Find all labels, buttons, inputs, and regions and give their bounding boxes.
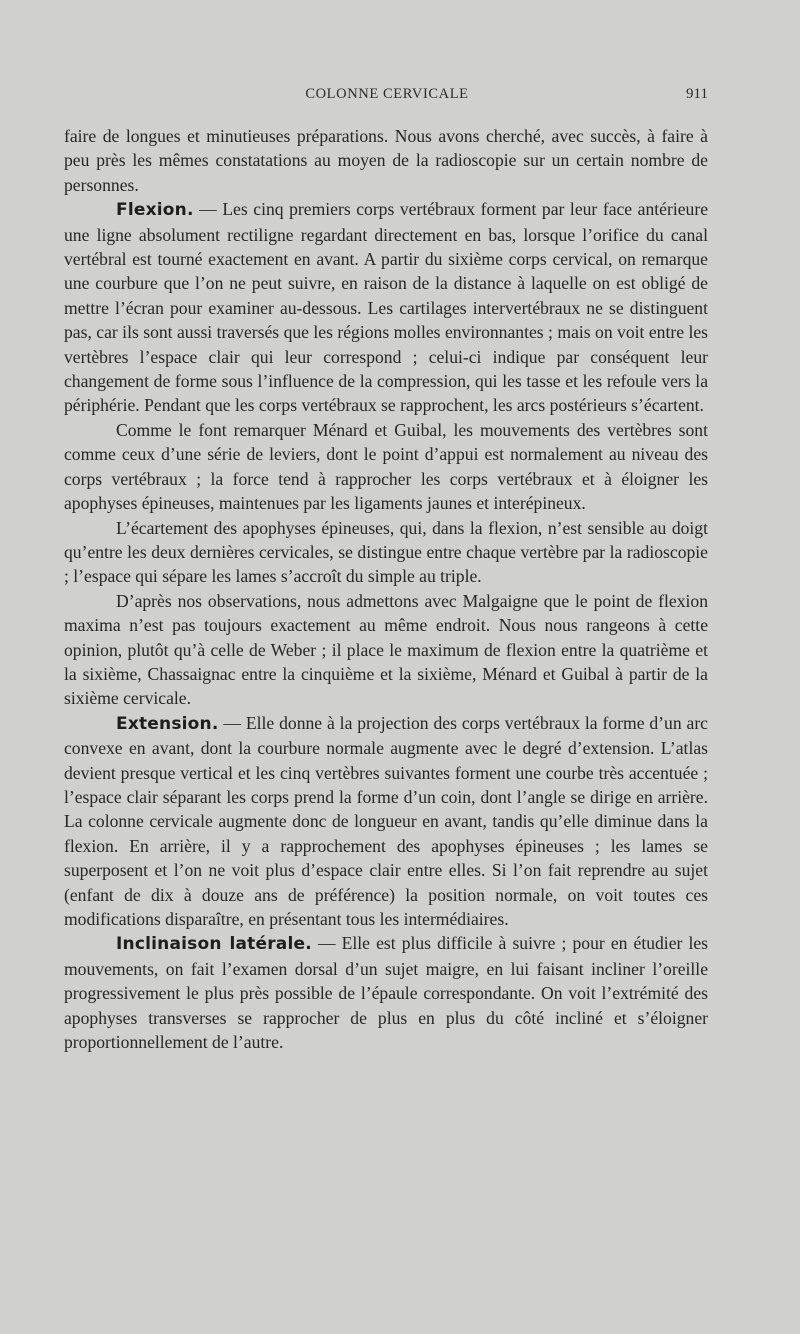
paragraph-text: Comme le font remarquer Ménard et Guibal, les mouvements des vertèbres sont comme ceux d’une série de leviers, dont le point d’appui est normalement au niveau des corps vertébraux ; la force tend à rapprocher les corps vertébraux et à éloigner les apophyses épineuses, maintenues par les ligaments jaunes et interépineux. [64,419,708,514]
paragraph-ecartement [64,516,708,589]
paragraph-observations [64,589,708,711]
section-heading-flexion: Flexion. [116,200,194,221]
paragraph-continuation [64,124,708,197]
paragraph-text: — Elle est plus difficile à suivre ; pour en étudier les mouvements, on fait l’examen dorsal d’un sujet maigre, en lui faisant incliner l’oreille progressivement le plus près possible de l’épaule correspondante. On voit l’extrémité des apophyses transverses se rapprocher de plus en plus du côté incliné et s’éloigner proportionnellement de l’autre. [64,933,708,1053]
page-number: 911 [686,86,708,102]
paragraph-text: D’après nos observations, nous admettons avec Malgaigne que le point de flexion maxima n’est pas toujours exactement au même endroit. Nous nous rangeons à cette opinion, plutôt qu’à celle de Weber ; il place le maximum de flexion entre la quatrième et la sixième, Chassaignac entre la cinquième et la sixième, Ménard et Guibal à partir de la sixième cervicale. [64,590,708,709]
paragraph-text: — Les cinq premiers corps vertébraux forment par leur face antérieure une ligne absolument rectiligne regardant directement en bas, lorsque l’orifice du canal vertébral est tourné exactement en avant. A partir du sixième corps cervical, on remarque une courbure que l’on ne peut suivre, en raison de la distance à laquelle on est obligé de mettre l’écran pour examiner au-dessous. Les cartilages intervertébraux ne se distinguent pas, car ils sont aussi traversés que les régions molles environnantes ; mais on voit entre les vertèbres l’espace clair qui leur correspond ; celui-ci indique par conséquent leur changement de forme sous l’influence de la compression, qui les tasse et les refoule vers la périphérie. Pendant que les corps vertébraux se rapprochent, les arcs postérieurs s’écartent. [64,199,708,416]
section-heading-inclinaison: Inclinaison latérale. [116,934,312,955]
paragraph-text: faire de longues et minutieuses préparations. Nous avons cherché, avec succès, à faire à peu près les mêmes constatations au moyen de la radioscopie sur un certain nombre de personnes. [64,126,708,195]
paragraph-text: L’écartement des apophyses épineuses, qui, dans la flexion, n’est sensible au doigt qu’entre les deux dernières cervicales, se distingue entre chaque vertèbre par la radioscopie ; l’espace qui sépare les lames s’accroît du simple au triple. [64,517,708,587]
paragraph-inclinaison [64,931,708,1054]
paragraph-extension [64,711,708,932]
body-text [64,124,708,1054]
paragraph-text: — Elle donne à la projection des corps vertébraux la forme d’un arc convexe en avant, dont la courbure normale augmente avec le degré d’extension. L’atlas devient presque vertical et les cinq vertèbres suivantes forment une courbe très accentuée ; l’espace clair séparant les corps prend la forme d’un coin, dont l’angle se dirige en arrière. La colonne cervicale augmente donc de longueur en avant, tandis qu’elle diminue dans la flexion. En arrière, il y a rapprochement des apophyses épineuses ; les lames se superposent et l’on ne voit plus d’espace clair entre elles. Si l’on fait reprendre au sujet (enfant de dix à douze ans de préférence) la position normale, on voit toutes ces modifications disparaître, en présentant tous les intermédiaires. [64,712,708,929]
page-header [66,86,708,108]
running-title: COLONNE CERVICALE [305,86,469,102]
section-heading-extension: Extension. [116,713,219,734]
paragraph-menard-guibal [64,418,708,516]
paragraph-flexion [64,197,708,418]
